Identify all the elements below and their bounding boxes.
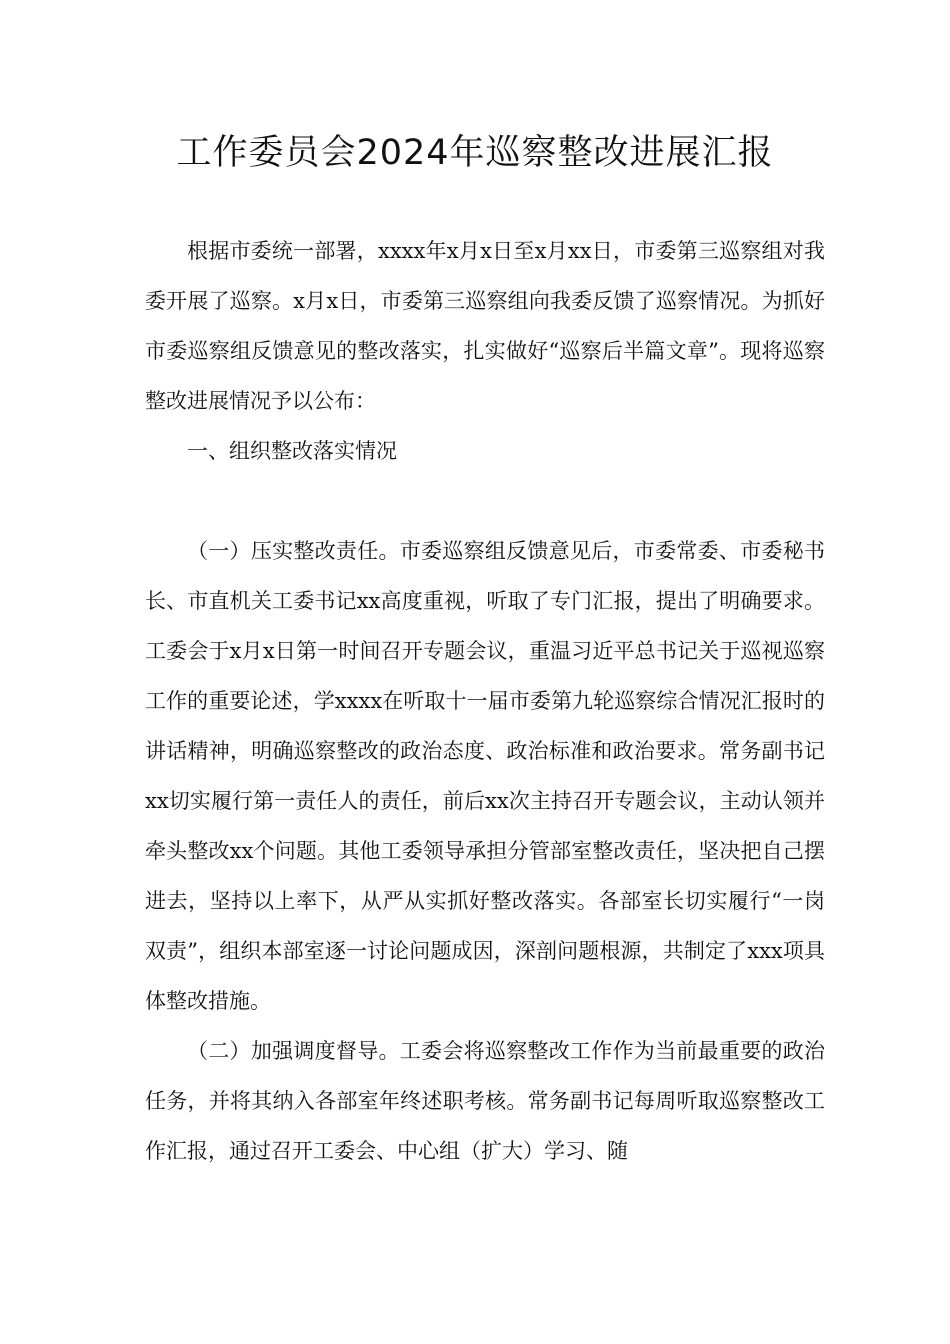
intro-paragraph: 根据市委统一部署，xxxx年x月x日至x月xx日，市委第三巡察组对我委开展了巡察。x月x日，市委第三巡察组向我委反馈了巡察情况。为抓好市委巡察组反馈意见的整改落实，扎实做好“巡察后半篇文章”。现将巡察整改进展情况予以公布： — [145, 239, 825, 413]
paragraph-responsibility: （一）压实整改责任。市委巡察组反馈意见后，市委常委、市委秘书长、市直机关工委书记xx高度重视，听取了专门汇报，提出了明确要求。工委会于x月x日第一时间召开专题会议，重温习近平总书记关于巡视巡察工作的重要论述，学xxxx在听取十一届市委第九轮巡察综合情况汇报时的讲话精神，明确巡察整改的政治态度、政治标准和政治要求。常务副书记xx切实履行第一责任人的责任，前后xx次主持召开专题会议，主动认领并牵头整改xx个问题。其他工委领导承担分管部室整改责任，坚决把自己摆进去，坚持以上率下，从严从实抓好整改落实。各部室长切实履行“一岗双责”，组织本部室逐一讨论问题成因，深剖问题根源，共制定了xxx项具体整改措施。 — [145, 539, 825, 1013]
section-body — [145, 526, 825, 1176]
intro-block — [145, 226, 825, 476]
document-title: 工作委员会2024年巡察整改进展汇报 — [176, 133, 774, 173]
paragraph-supervision: （二）加强调度督导。工委会将巡察整改工作作为当前最重要的政治任务，并将其纳入各部室年终述职考核。常务副书记每周听取巡察整改工作汇报，通过召开工委会、中心组（扩大）学习、随 — [145, 1039, 825, 1163]
section-heading: 一、组织整改落实情况 — [187, 439, 397, 463]
